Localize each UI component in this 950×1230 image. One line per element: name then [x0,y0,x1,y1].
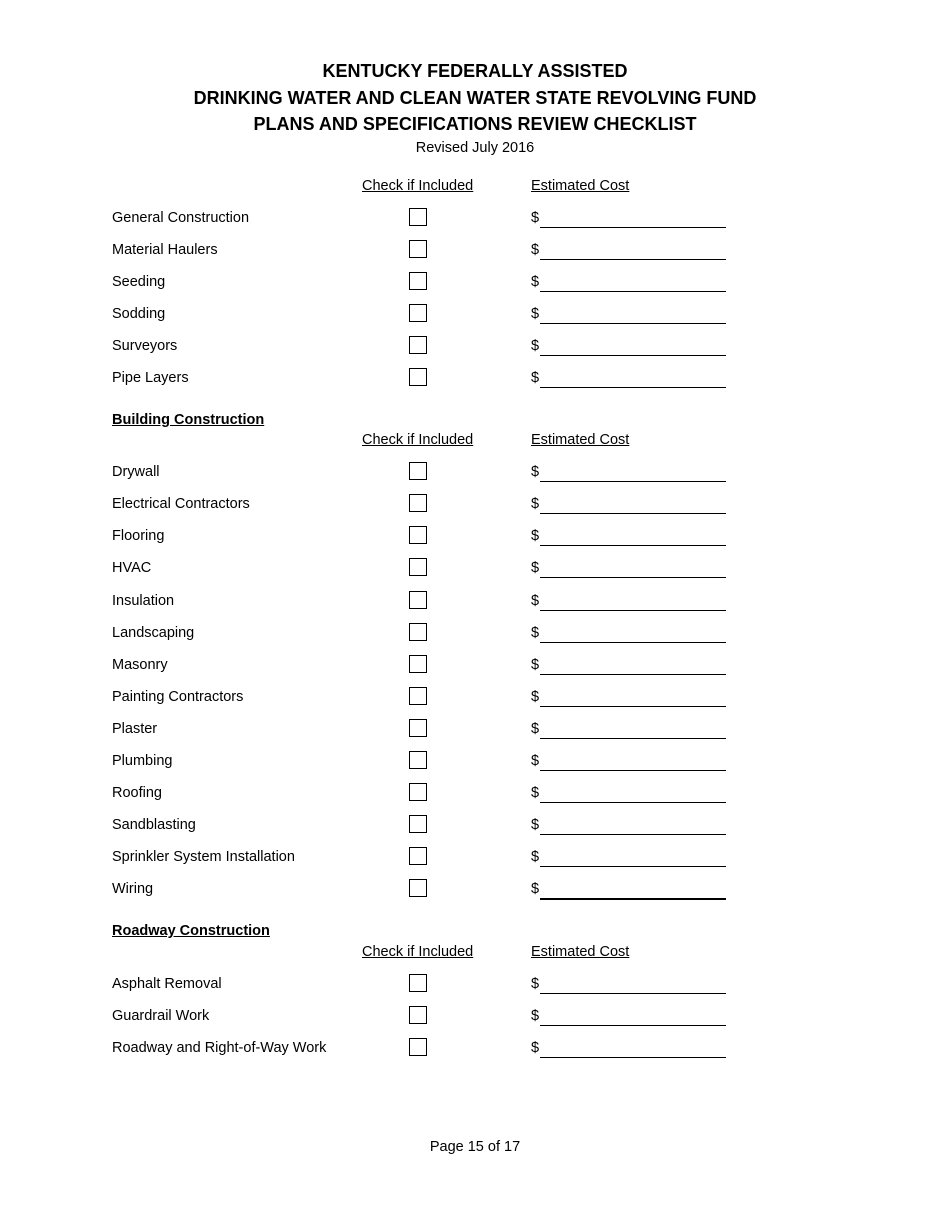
dollar-sign: $ [531,338,540,354]
cost-input-line[interactable] [540,323,726,324]
dollar-sign: $ [531,242,540,258]
item-label: HVAC [112,560,152,576]
item-label: Landscaping [112,625,195,641]
dollar-sign: $ [531,560,540,576]
check-column-header: Check if Included [362,432,474,448]
roadway-column-headers [0,944,950,964]
cost-input-line[interactable] [540,1025,726,1026]
include-checkbox[interactable] [409,1038,427,1056]
checklist-row [0,719,950,743]
checklist-row [0,1038,950,1062]
dollar-sign: $ [531,370,540,386]
include-checkbox[interactable] [409,591,427,609]
item-label: Asphalt Removal [112,976,222,992]
cost-input-line[interactable] [540,866,726,867]
checklist-row [0,304,950,328]
dollar-sign: $ [531,753,540,769]
cost-input-line[interactable] [540,993,726,994]
dollar-sign: $ [531,881,540,897]
dollar-sign: $ [531,849,540,865]
include-checkbox[interactable] [409,623,427,641]
cost-column-header: Estimated Cost [531,432,630,448]
header-line-1: KENTUCKY FEDERALLY ASSISTED [322,61,628,81]
checklist-row [0,462,950,486]
check-column-header: Check if Included [362,944,474,960]
include-checkbox[interactable] [409,719,427,737]
cost-input-line[interactable] [540,834,726,835]
include-checkbox[interactable] [409,208,427,226]
include-checkbox[interactable] [409,462,427,480]
item-label: Sprinkler System Installation [112,849,295,865]
checklist-row [0,783,950,807]
header-line-3: PLANS AND SPECIFICATIONS REVIEW CHECKLIST [253,114,697,134]
include-checkbox[interactable] [409,751,427,769]
dollar-sign: $ [531,593,540,609]
dollar-sign: $ [531,976,540,992]
page-number: Page 15 of 17 [429,1139,521,1155]
item-label: Masonry [112,657,168,673]
cost-input-line[interactable] [540,513,726,514]
item-label: Seeding [112,274,166,290]
cost-input-line[interactable] [540,802,726,803]
item-label: Surveyors [112,338,178,354]
checklist-row [0,1006,950,1030]
include-checkbox[interactable] [409,815,427,833]
cost-input-line[interactable] [540,577,726,578]
cost-input-line[interactable] [540,259,726,260]
checklist-row [0,751,950,775]
dollar-sign: $ [531,528,540,544]
revised-date: Revised July 2016 [415,139,535,156]
item-label: Plumbing [112,753,173,769]
cost-input-line[interactable] [540,642,726,643]
item-label: General Construction [112,210,250,226]
cost-input-line[interactable] [540,291,726,292]
cost-input-line[interactable] [540,738,726,739]
include-checkbox[interactable] [409,368,427,386]
dollar-sign: $ [531,689,540,705]
cost-column-header: Estimated Cost [531,178,630,194]
include-checkbox[interactable] [409,304,427,322]
include-checkbox[interactable] [409,336,427,354]
include-checkbox[interactable] [409,1006,427,1024]
checklist-row [0,687,950,711]
item-label: Wiring [112,881,154,897]
dollar-sign: $ [531,1040,540,1056]
checklist-row [0,655,950,679]
checklist-row [0,623,950,647]
cost-input-line[interactable] [540,674,726,675]
include-checkbox[interactable] [409,687,427,705]
item-label: Painting Contractors [112,689,244,705]
item-label: Material Haulers [112,242,218,258]
cost-input-line[interactable] [540,610,726,611]
checklist-row [0,591,950,615]
include-checkbox[interactable] [409,783,427,801]
checklist-row [0,240,950,264]
dollar-sign: $ [531,1008,540,1024]
dollar-sign: $ [531,306,540,322]
item-label: Sodding [112,306,166,322]
checklist-row [0,526,950,550]
include-checkbox[interactable] [409,974,427,992]
dollar-sign: $ [531,785,540,801]
cost-input-line[interactable] [540,387,726,388]
include-checkbox[interactable] [409,494,427,512]
general-column-headers [0,178,950,198]
cost-column-header: Estimated Cost [531,944,630,960]
item-label: Flooring [112,528,165,544]
include-checkbox[interactable] [409,847,427,865]
dollar-sign: $ [531,210,540,226]
dollar-sign: $ [531,817,540,833]
roadway-section-title: Roadway Construction [112,923,270,939]
item-label: Insulation [112,593,175,609]
include-checkbox[interactable] [409,272,427,290]
item-label: Plaster [112,721,158,737]
item-label: Drywall [112,464,160,480]
cost-input-line[interactable] [540,898,726,900]
include-checkbox[interactable] [409,879,427,897]
checklist-row [0,815,950,839]
building-column-headers [0,432,950,452]
checklist-row [0,847,950,871]
dollar-sign: $ [531,721,540,737]
include-checkbox[interactable] [409,526,427,544]
dollar-sign: $ [531,657,540,673]
item-label: Roofing [112,785,162,801]
include-checkbox[interactable] [409,558,427,576]
cost-input-line[interactable] [540,1057,726,1058]
dollar-sign: $ [531,274,540,290]
checklist-row [0,368,950,392]
cost-input-line[interactable] [540,545,726,546]
checklist-row [0,208,950,232]
cost-input-line[interactable] [540,355,726,356]
dollar-sign: $ [531,464,540,480]
cost-input-line[interactable] [540,706,726,707]
document-header [0,58,950,158]
checklist-row [0,974,950,998]
dollar-sign: $ [531,625,540,641]
include-checkbox[interactable] [409,240,427,258]
include-checkbox[interactable] [409,655,427,673]
checklist-row [0,494,950,518]
item-label: Sandblasting [112,817,196,833]
item-label: Guardrail Work [112,1008,210,1024]
item-label: Roadway and Right-of-Way Work [112,1040,327,1056]
checklist-row [0,336,950,360]
item-label: Electrical Contractors [112,496,250,512]
dollar-sign: $ [531,496,540,512]
cost-input-line[interactable] [540,770,726,771]
header-line-2: DRINKING WATER AND CLEAN WATER STATE REVOLVING FUND [193,87,757,108]
checklist-row [0,558,950,582]
cost-input-line[interactable] [540,481,726,482]
building-section-title: Building Construction [112,412,265,428]
item-label: Pipe Layers [112,370,189,386]
checklist-row [0,272,950,296]
check-column-header: Check if Included [362,178,474,194]
checklist-row [0,879,950,903]
cost-input-line[interactable] [540,227,726,228]
